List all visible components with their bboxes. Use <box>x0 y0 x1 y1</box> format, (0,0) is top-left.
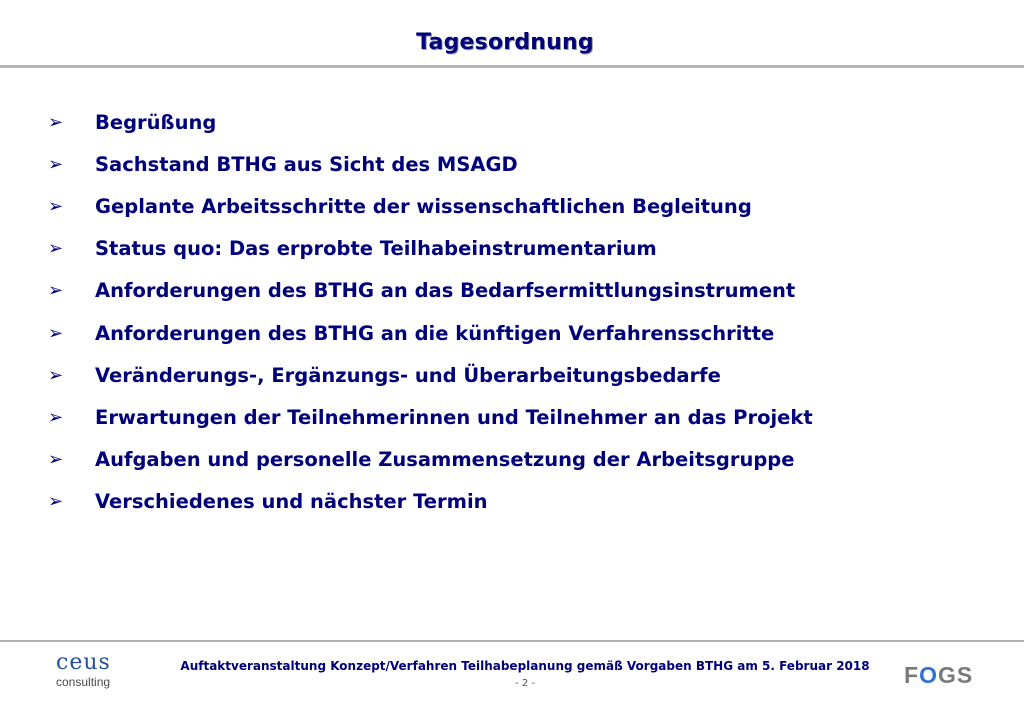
arrow-bullet-icon: ➢ <box>48 280 64 302</box>
agenda-item-text: Verschiedenes und nächster Termin <box>95 490 488 514</box>
agenda-item <box>48 354 813 396</box>
agenda-item <box>48 101 813 143</box>
agenda-item <box>48 396 813 438</box>
footer-divider <box>0 640 1024 642</box>
agenda-item <box>48 270 813 312</box>
agenda-item-text: Erwartungen der Teilnehmerinnen und Teilnehmer an das Projekt <box>95 405 813 429</box>
agenda-item <box>48 228 813 270</box>
arrow-bullet-icon: ➢ <box>48 195 64 217</box>
arrow-bullet-icon: ➢ <box>48 111 64 133</box>
agenda-item <box>48 481 813 523</box>
agenda-item-text: Anforderungen des BTHG an das Bedarfsermittlungsinstrument <box>95 279 796 303</box>
agenda-item-text: Sachstand BTHG aus Sicht des MSAGD <box>95 152 518 176</box>
agenda-item <box>48 312 813 354</box>
agenda-list <box>48 101 813 523</box>
slide-title: Tagesordnung <box>416 30 594 55</box>
agenda-item-text: Geplante Arbeitsschritte der wissenschaftlichen Begleitung <box>95 194 752 218</box>
page-number: - 2 - <box>515 678 535 689</box>
fogs-logo-accent-letter: O <box>919 662 938 688</box>
arrow-bullet-icon: ➢ <box>48 153 64 175</box>
fogs-logo-letter: F <box>904 662 920 688</box>
arrow-bullet-icon: ➢ <box>48 238 64 260</box>
arrow-bullet-icon: ➢ <box>48 406 64 428</box>
arrow-bullet-icon: ➢ <box>48 449 64 471</box>
agenda-item-text: Begrüßung <box>95 110 217 134</box>
agenda-item <box>48 439 813 481</box>
arrow-bullet-icon: ➢ <box>48 364 64 386</box>
ceus-logo-subtitle: consulting <box>56 675 111 689</box>
arrow-bullet-icon: ➢ <box>48 322 64 344</box>
agenda-item-text: Aufgaben und personelle Zusammensetzung der Arbeitsgruppe <box>95 448 795 472</box>
fogs-logo <box>904 662 973 689</box>
agenda-item-text: Veränderungs-, Ergänzungs- und Überarbeitungsbedarfe <box>95 363 721 387</box>
agenda-item <box>48 185 813 227</box>
header-divider <box>0 65 1024 68</box>
agenda-item <box>48 143 813 185</box>
footer-caption: Auftaktveranstaltung Konzept/Verfahren Teilhabeplanung gemäß Vorgaben BTHG am 5. Februar 2018 <box>180 659 870 673</box>
agenda-item-text: Anforderungen des BTHG an die künftigen Verfahrensschritte <box>95 321 775 345</box>
arrow-bullet-icon: ➢ <box>48 491 64 513</box>
fogs-logo-letters: GS <box>937 662 974 688</box>
ceus-logo-word: ceus <box>56 650 111 675</box>
agenda-item-text: Status quo: Das erprobte Teilhabeinstrumentarium <box>95 237 657 261</box>
ceus-consulting-logo <box>56 652 111 688</box>
